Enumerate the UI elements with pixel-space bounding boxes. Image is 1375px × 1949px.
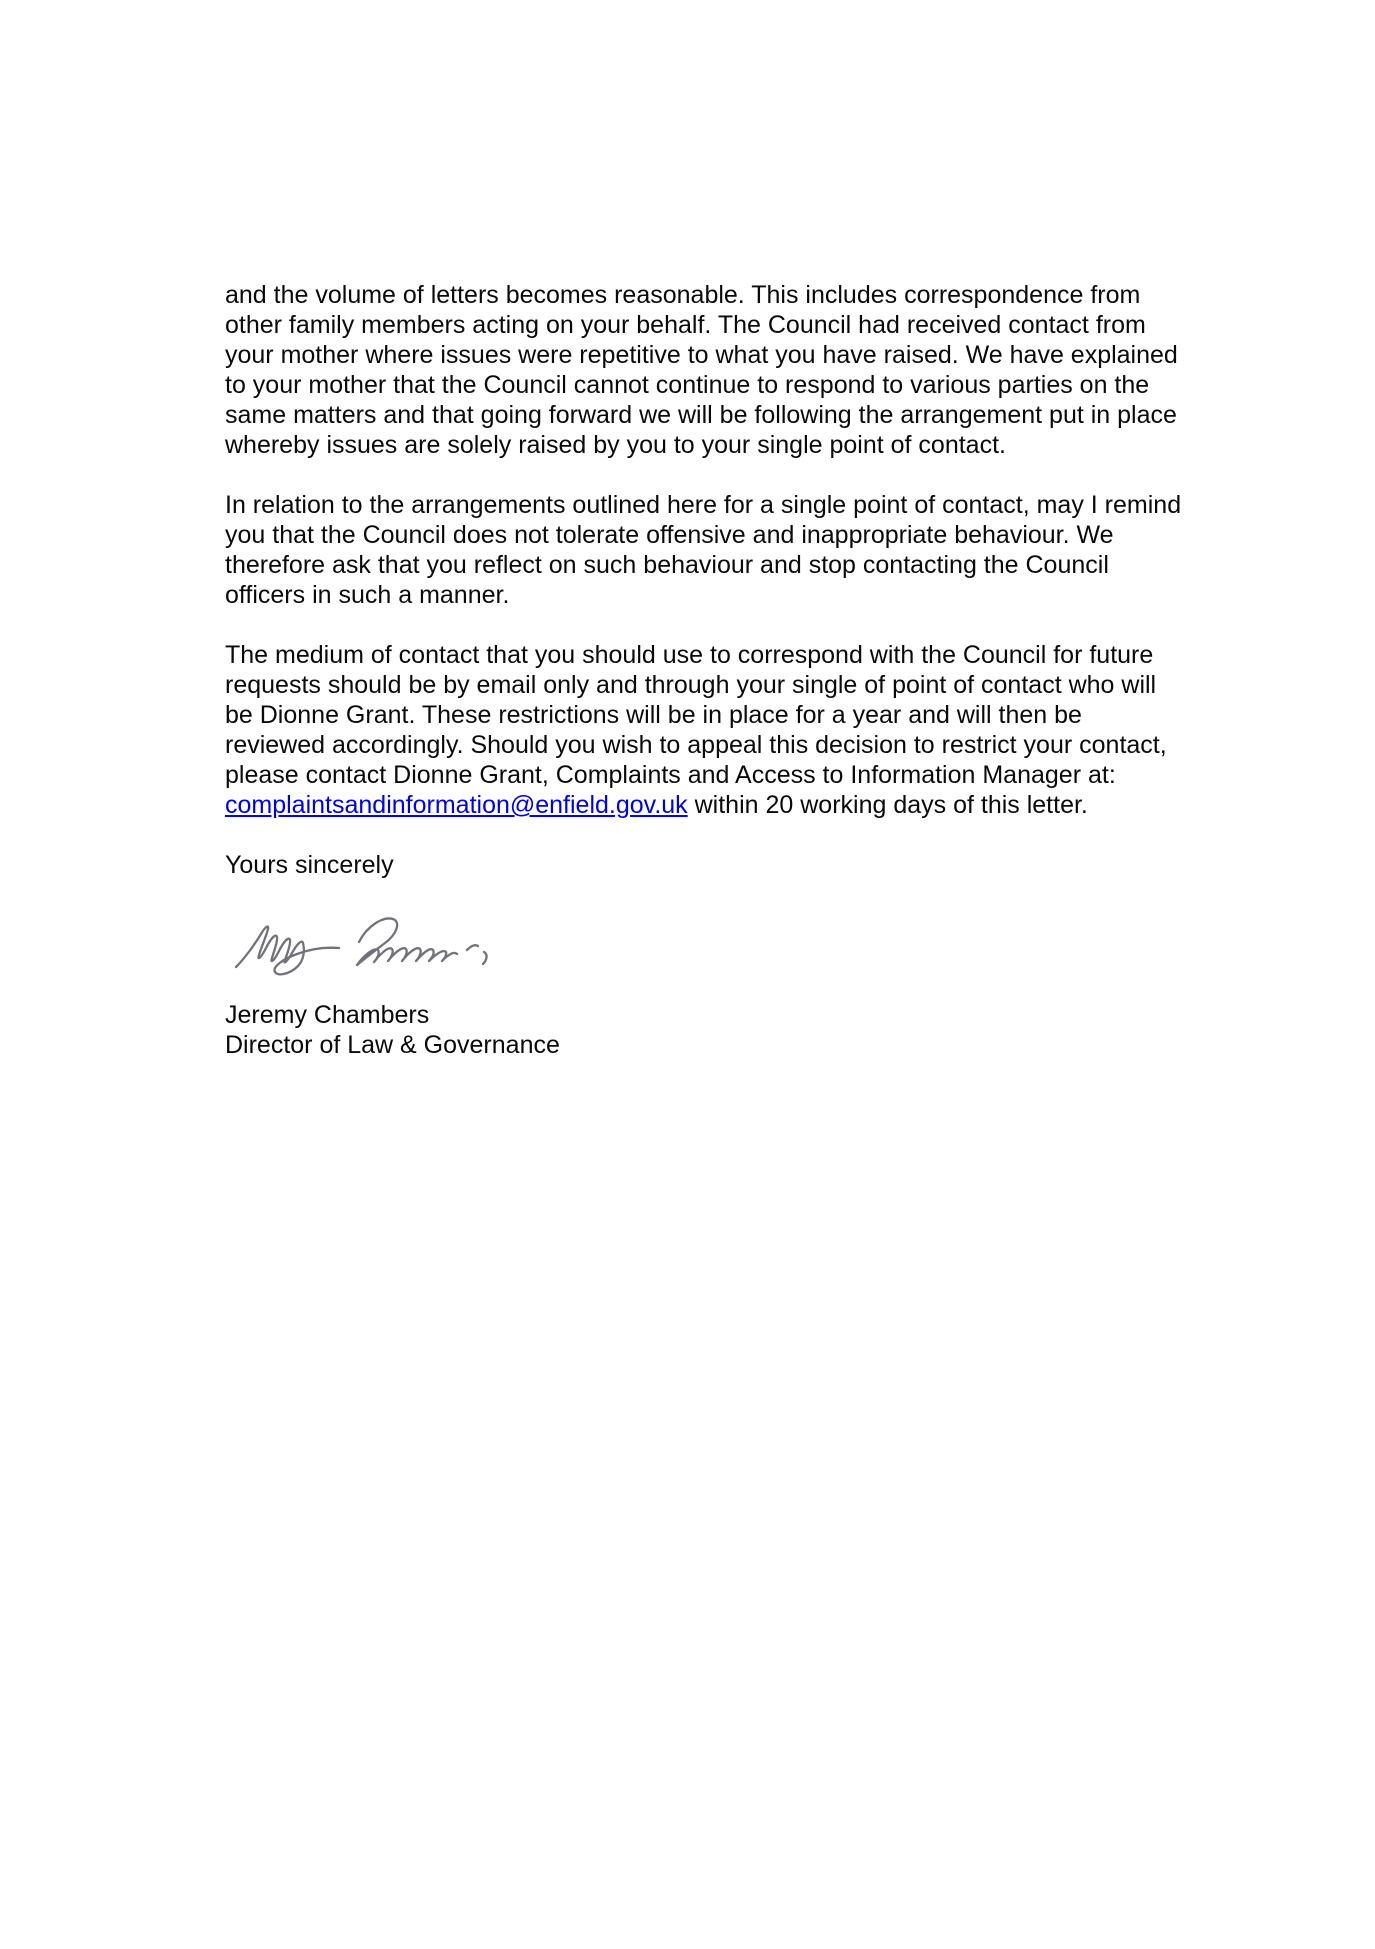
paragraph-2 <box>225 490 1230 610</box>
email-link[interactable]: complaintsandinformation@enfield.gov.uk <box>225 791 688 819</box>
signatory-name: Jeremy Chambers <box>225 1001 430 1029</box>
text-line: whereby issues are solely raised by you to your single point of contact. <box>225 431 1006 459</box>
text-line: The medium of contact that you should use to correspond with the Council for future <box>225 641 1154 669</box>
handwritten-signature-icon <box>231 910 541 980</box>
letter-body <box>225 280 1230 1060</box>
text-line: In relation to the arrangements outlined here for a single point of contact, may I remind <box>225 491 1182 519</box>
text-line: officers in such a manner. <box>225 581 510 609</box>
signature-image <box>231 910 1230 980</box>
text-line-with-link <box>225 790 1230 820</box>
text-line: therefore ask that you reflect on such behaviour and stop contacting the Council <box>225 551 1109 579</box>
text-line: your mother where issues were repetitive to what you have raised. We have explained <box>225 341 1178 369</box>
text-line: other family members acting on your behalf. The Council had received contact from <box>225 311 1146 339</box>
text-line: you that the Council does not tolerate offensive and inappropriate behaviour. We <box>225 521 1114 549</box>
closing-salutation: Yours sincerely <box>225 851 394 879</box>
text-line: requests should be by email only and through your single of point of contact who will <box>225 671 1157 699</box>
text-after-link: within 20 working days of this letter. <box>687 791 1088 819</box>
text-line: same matters and that going forward we will be following the arrangement put in place <box>225 401 1177 429</box>
paragraph-1 <box>225 280 1230 460</box>
text-line: and the volume of letters becomes reasonable. This includes correspondence from <box>225 281 1141 309</box>
text-line: please contact Dionne Grant, Complaints and Access to Information Manager at: <box>225 761 1116 789</box>
signatory-title: Director of Law & Governance <box>225 1031 560 1059</box>
text-line: reviewed accordingly. Should you wish to appeal this decision to restrict your contact, <box>225 731 1167 759</box>
text-line: be Dionne Grant. These restrictions will be in place for a year and will then be <box>225 701 1082 729</box>
paragraph-3 <box>225 640 1230 820</box>
signature-block <box>225 1000 1230 1060</box>
text-line: to your mother that the Council cannot continue to respond to various parties on the <box>225 371 1150 399</box>
